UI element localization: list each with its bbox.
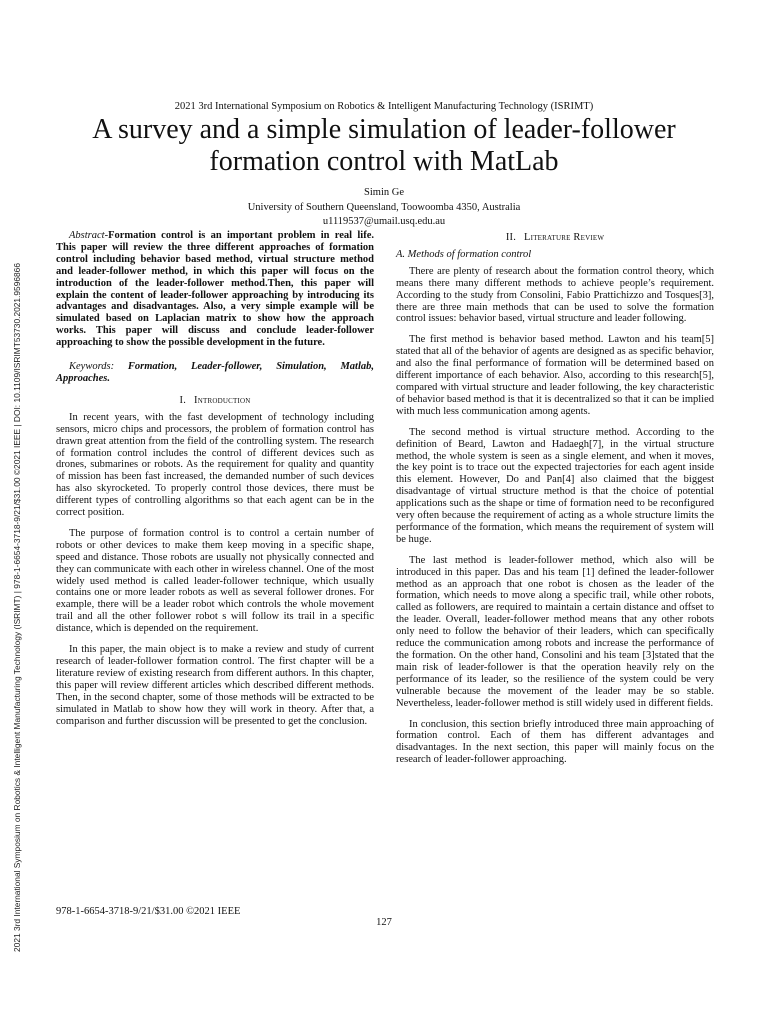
- paper-title-line-1: A survey and a simple simulation of leader-follower: [92, 114, 676, 145]
- paper-title-line-2: formation control with MatLab: [209, 146, 559, 177]
- footer-copyright: 978-1-6654-3718-9/21/$31.00 ©2021 IEEE: [56, 906, 241, 917]
- lit-paragraph-4: The last method is leader-follower method, which also will be introduced in this paper. Das and his team [1] defined the leader-follower method as an approach that one robot is chosen as the leader of the formation, which needs to move along a specific trail, while other robots, called as followers, are required to maintain a certain distance and offset to the leader. Overall, leader-follower method means that any other robots only need to follow the behavior of their leaders, which can specifically reduce the communication among robots and increase the performance of the formation. On the other hand, Consolini and his team [3]stated that the main risk of leader-follower is that the operation heavily rely on the performance of its leader, so the resilience of the system could be very vulnerable because the movement of the leader may be so stable. Nevertheless, leader-follower method is still widely used in different fields.: [396, 554, 714, 709]
- author-email: u1119537@umail.usq.edu.au: [322, 216, 446, 227]
- section-number: II.: [505, 232, 517, 243]
- section-title: Introduction: [194, 394, 251, 406]
- section-heading-introduction: [56, 395, 374, 407]
- section-number: I.: [179, 394, 187, 406]
- abstract-text: Formation control is an important problem in real life. This paper will review the three different approaches of formation control including behavior based method, virtual structure method and leader-follower method, in which this paper will focus on the introduction of the leader-follower method.Then, this paper will explain the content of leader-follower approaching by introducing its advantages and disadvantages. Also, a very simple example will be simulated based on Laplacian matrix to show how the approach works. This paper will discuss and conclude leader-follower approaching to show the possible development in the future.: [56, 230, 374, 349]
- keywords-text: Formation, Leader-follower, Simulation, Matlab, Approaches.: [56, 361, 374, 384]
- abstract: [56, 230, 374, 349]
- left-column: [56, 230, 374, 736]
- intro-paragraph-1: In recent years, with the fast development of technology including sensors, micro chips and processors, the problem of formation control has drawn great attention from the field of the controlling system. The research of formation control includes the control of different devices such as drones, submarines or robots. As the requirement for quality and quantity of mission has been fast increased, the demanded number of such devices has also skyrocketed. To properly control those devices, there must be different types of controlling algorithms so that each agent can be in the correct position.: [56, 411, 374, 519]
- author-name: Simin Ge: [364, 187, 404, 198]
- lit-paragraph-2: The first method is behavior based method. Lawton and his team[5] stated that all of the behavior of agents are designed as as specific behavior, and also the final performance of formation will be determined based on different importance of each behavior. Also, according to this research[5], compared with virtual structure and leader following, the key characteristic of behavior based method is that it is decentralized so that it can be implied with much less communication among agents.: [396, 334, 714, 417]
- paper-title: [40, 114, 728, 178]
- conference-header: 2021 3rd International Symposium on Robotics & Intelligent Manufacturing Technology (ISRIMT): [174, 101, 594, 112]
- lit-paragraph-3: The second method is virtual structure method. According to the definition of Beard, Lawton and Hadaegh[7], in the virtual structure method, the whole system is seen as a single element, and when it moves, the key point is to trace out the expected trajectories for each agent inside this element. However, Do and Pan[4] also claimed that the biggest disadvantage of virtual structure method is that the choice of potential applications such as the shape or time of formation need to be reconfigured very often because the requirement of acting as a whole structure limits the performance of the formation, which means the requirement of system will be huge.: [396, 426, 714, 545]
- right-column: [396, 232, 714, 775]
- section-heading-literature-review: [396, 232, 714, 244]
- intro-paragraph-2: The purpose of formation control is to control a certain number of robots or other devices to make them keep moving in a specific shape, speed and distance. Those robots are usually not physically connected and they can communicate with each other in wireless channel. One of the most widely used method is called leader-follower technique, which usually contains one or more leader robots as well as several follower drones. For example, there will be a leader robot which controls the whole movement trail and all the other follower robot s will follow its trail in a specific distance, which is depended on the requirement.: [56, 527, 374, 635]
- doi-sidebar-text: 2021 3rd International Symposium on Robotics & Intelligent Manufacturing Technology (ISRIMT) | 978-1-6654-3718-9/21/$31.00 ©2021 IEEE | DOI: 10.1109/ISRIMT53730.2021.9596866: [12, 262, 22, 952]
- page-number: 127: [376, 917, 392, 928]
- keywords-label: Keywords:: [69, 361, 128, 373]
- intro-paragraph-3: In this paper, the main object is to make a review and study of current research of leader-follower formation control. The first chapter will be a literature review of existing research from different authors. In this chapter, this paper will review different articles which described different methods. Then, in the second chapter, some of those methods will be extracted to be simulated in Matlab to show how they will work in theory. After that, a comparison and further discussion will be presented to get the conclusion.: [56, 644, 374, 727]
- abstract-label: Abstract-: [69, 230, 109, 241]
- author-block: [0, 186, 768, 230]
- keywords: [56, 361, 374, 385]
- section-title: Literature Review: [524, 232, 605, 243]
- author-affiliation: University of Southern Queensland, Toowoomba 4350, Australia: [247, 201, 521, 213]
- doi-sidebar: [10, 212, 26, 952]
- lit-paragraph-1: There are plenty of research about the formation control theory, which means there many different methods to achieve people’s requirement. According to the study from Consolini, Fabio Prattichizzo and Tosques[3], there are three main methods that can be used to solve the formation control issues: behavior based, virtual structure and leader following.: [396, 265, 714, 325]
- subsection-heading: A. Methods of formation control: [396, 248, 532, 260]
- lit-paragraph-5: In conclusion, this section briefly introduced three main approaching of formation control. Each of them has different advantages and disadvantages. In the next section, this paper will mainly focus on the research of leader-follower approaching.: [396, 718, 714, 766]
